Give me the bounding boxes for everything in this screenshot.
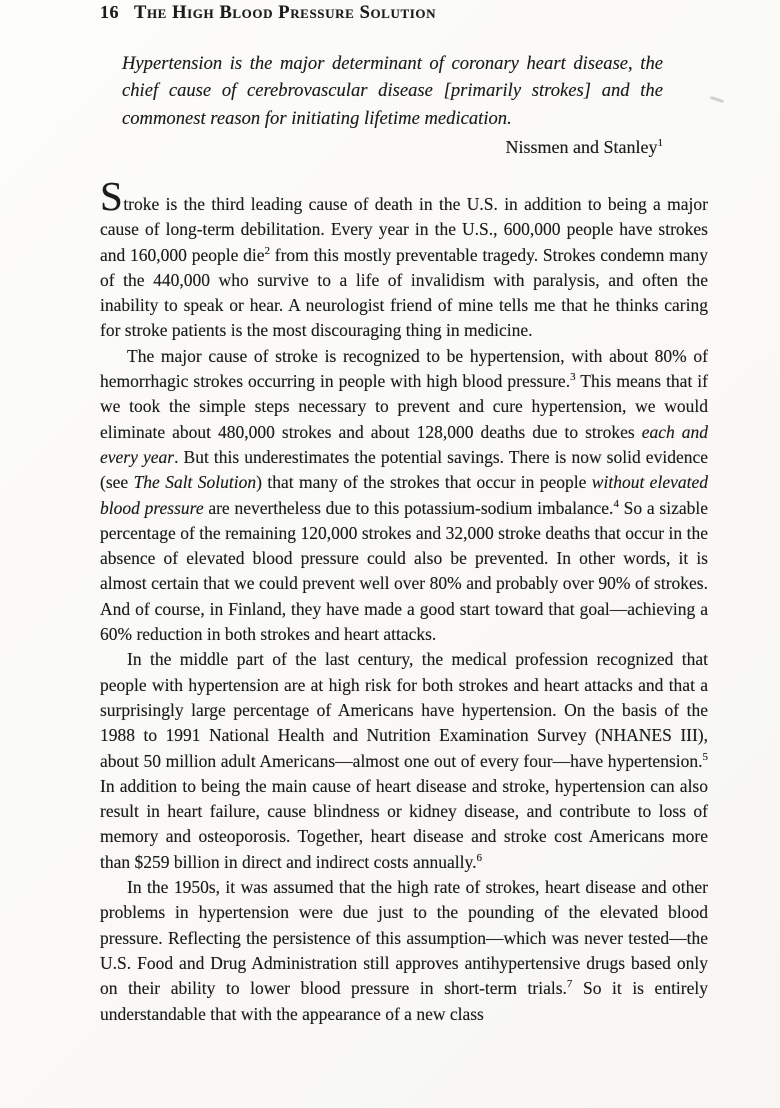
text-segment-sup: 1 (657, 137, 663, 150)
text-segment-sup: 5 (702, 750, 708, 763)
body-paragraph-4 (100, 875, 708, 1027)
running-title: The High Blood Pressure Solution (134, 3, 437, 23)
text-segment-normal: . But this underestimates the potential savings. There is now solid evidence (see (100, 446, 708, 493)
epigraph-attribution (122, 137, 663, 158)
epigraph (122, 50, 663, 158)
text-segment-normal: are nevertheless due to this potassium-sodium imbalance. (203, 497, 614, 518)
text-segment-sup: 2 (264, 244, 270, 257)
epigraph-text (122, 50, 663, 132)
text-segment-normal: Nissmen and Stanley (505, 137, 658, 158)
running-header (100, 2, 708, 24)
text-segment-sup: 6 (476, 851, 482, 864)
text-segment-normal: The major cause of stroke is recognized to be hypertension, with about 80% of hemorrhagic strokes occurring in people with high blood pressure. (100, 345, 708, 392)
text-segment-normal: ) that many of the strokes that occur in people (256, 472, 592, 493)
text-segment-italic: Hypertension is the major determinant of coronary heart disease, the chief cause of cerebrovascular disease [primarily strokes] and the commonest reason for initiating lifetime medication. (122, 53, 663, 129)
text-segment-italic: without elevated blood pressure (100, 472, 708, 518)
scan-artifact (710, 96, 724, 103)
text-segment-normal: troke is the third leading cause of death in the U.S. in addition to being a major cause of long-term debilitation. Every year in the U.S., 600,000 people have strokes and 160,000 people die (100, 194, 708, 265)
text-segment-sup: 3 (570, 371, 576, 384)
text-segment-normal: from this mostly preventable tragedy. Strokes condemn many of the 440,000 who survive to a life of invalidism with paralysis, and often the inability to speak or hear. A neurologist friend of mine tells me that he thinks caring for stroke patients is the most discouraging thing in medicine. (100, 244, 709, 341)
body-paragraph-1 (100, 173, 709, 344)
body-paragraph-2 (100, 344, 708, 648)
text-segment-normal: In addition to being the main cause of heart disease and stroke, hypertension can also result in heart failure, cause blindness or kidney disease, and contribute to loss of memory and osteoporosis. Together, heart disease and stroke cost Americans more than $259 billion in direct and indirect costs annually. (100, 775, 708, 872)
text-segment-italic: The Salt Solution (133, 472, 257, 493)
text-segment-normal: In the middle part of the last century, the medical profession recognized that people with hypertension are at high risk for both strokes and heart attacks and that a surprisingly large percentage of Americans have hypertension. On the basis of the 1988 to 1991 National Health and Nutrition Examination Survey (NHANES III), about 50 million adult Americans—almost one out of every four—have hypertension. (100, 649, 708, 771)
page-number: 16 (100, 2, 119, 22)
text-segment-sup: 7 (566, 978, 573, 991)
text-segment-initial: S (100, 173, 124, 219)
text-segment-normal: So it is entirely understandable that with the appearance of a new class (100, 978, 709, 1024)
text-segment-normal: This means that if we took the simple steps necessary to prevent and cure hypertension, we would eliminate about 480,000 strokes and about 128,000 deaths due to strokes (100, 371, 709, 442)
text-segment-normal: So a sizable percentage of the remaining 120,000 strokes and 32,000 stroke deaths that occur in the absence of elevated blood pressure could also be prevented. In other words, it is almost certain that we could prevent well over 80% and probably over 90% of strokes. And of course, in Finland, they have made a good start toward that goal—achieving a 60% reduction in both strokes and heart attacks. (100, 497, 709, 645)
page-body (100, 173, 709, 1027)
text-segment-normal: In the 1950s, it was assumed that the high rate of strokes, heart disease and other problems in hypertension were due just to the pounding of the elevated blood pressure. Reflecting the persistence of this assumption—which was never tested—the U.S. Food and Drug Administration still approves antihypertensive drugs based only on their ability to lower blood pressure in short-term trials. (100, 877, 708, 999)
text-segment-italic: each and every year (100, 421, 708, 467)
text-segment-sup: 4 (613, 497, 619, 510)
body-paragraph-3 (100, 647, 708, 875)
